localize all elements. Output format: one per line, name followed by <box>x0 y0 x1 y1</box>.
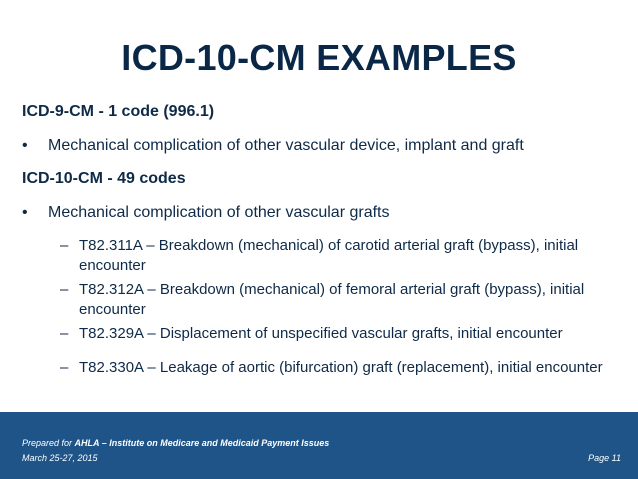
footer-page-number: Page 11 <box>588 453 621 463</box>
footer-prepared-org: AHLA – Institute on Medicare and Medicaid Payment Issues <box>74 438 330 448</box>
sub-item <box>60 324 620 344</box>
sub-item-text: T82.312A – Breakdown (mechanical) of femoral arterial graft (bypass), initial encounter <box>79 281 585 318</box>
sub-item-text: T82.329A – Displacement of unspecified vascular grafts, initial encounter <box>79 325 563 342</box>
dash-icon: – <box>60 281 69 298</box>
footer-date: March 25-27, 2015 <box>22 453 98 463</box>
icd9-heading: ICD-9-CM - 1 code (996.1) <box>22 103 215 120</box>
icd9-bullet-text: Mechanical complication of other vascular device, implant and graft <box>48 137 524 154</box>
dash-icon: – <box>60 325 69 342</box>
icd10-bullet-text: Mechanical complication of other vascular grafts <box>48 204 390 221</box>
dash-icon: – <box>60 237 69 254</box>
sub-item <box>60 236 620 276</box>
sub-item <box>60 280 620 320</box>
sub-item <box>60 358 620 378</box>
bullet-icon: • <box>22 137 28 154</box>
icd10-bullet-item <box>22 203 390 223</box>
slide-title: ICD-10-CM EXAMPLES <box>121 37 517 78</box>
footer-prepared-prefix: Prepared for <box>22 438 75 448</box>
sub-item-text: T82.311A – Breakdown (mechanical) of carotid arterial graft (bypass), initial encounter <box>79 237 579 274</box>
bullet-icon: • <box>22 204 28 221</box>
dash-icon: – <box>60 359 69 376</box>
icd10-heading: ICD-10-CM - 49 codes <box>22 170 186 187</box>
footer-prepared-for <box>22 438 329 449</box>
icd9-bullet-item <box>22 136 524 156</box>
sub-item-text: T82.330A – Leakage of aortic (bifurcation) graft (replacement), initial encounter <box>79 359 603 376</box>
